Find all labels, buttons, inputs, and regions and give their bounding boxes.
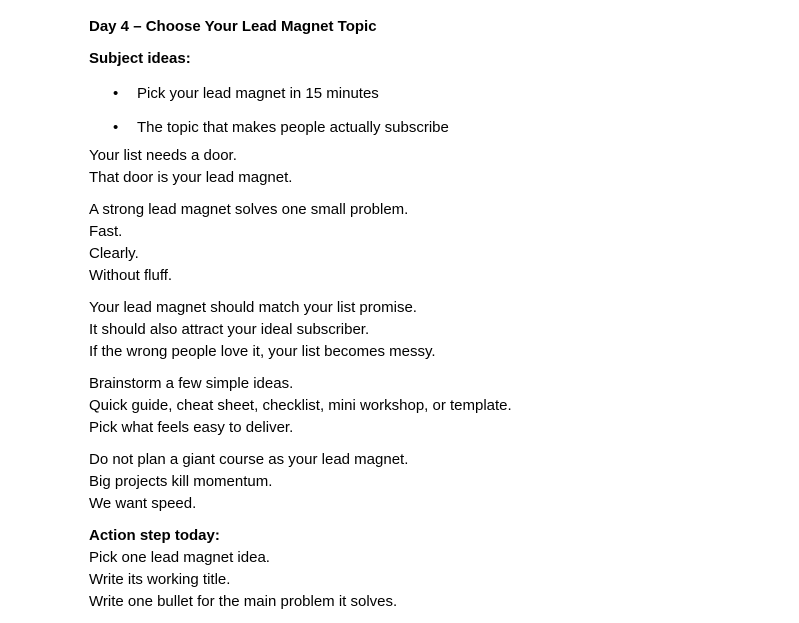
paragraph-line: Big projects kill momentum. xyxy=(89,473,273,490)
paragraph-line: Fast. xyxy=(89,223,123,240)
paragraph-line: We want speed. xyxy=(89,495,197,512)
paragraph-line: Your lead magnet should match your list promise. xyxy=(89,299,417,316)
paragraph-line: It should also attract your ideal subscriber. xyxy=(89,321,370,338)
paragraph-strong-lead-magnet xyxy=(89,199,739,287)
action-step-paragraph xyxy=(89,525,739,613)
paragraph-line: Brainstorm a few simple ideas. xyxy=(89,375,294,392)
paragraph-line: Pick one lead magnet idea. xyxy=(89,549,270,566)
document-title: Day 4 – Choose Your Lead Magnet Topic xyxy=(89,18,377,35)
paragraph-line: Write one bullet for the main problem it solves. xyxy=(89,593,398,610)
action-step-heading: Action step today: xyxy=(89,527,220,544)
bullet-icon: • xyxy=(113,119,119,136)
paragraph-line: Your list needs a door. xyxy=(89,147,237,164)
bullet-icon: • xyxy=(113,85,119,102)
paragraph-no-giant-course xyxy=(89,449,739,515)
paragraph-match-list-promise xyxy=(89,297,739,363)
subject-ideas-heading: Subject ideas: xyxy=(89,50,191,67)
paragraph-line: Quick guide, cheat sheet, checklist, mini workshop, or template. xyxy=(89,397,512,414)
list-item-text: Pick your lead magnet in 15 minutes xyxy=(137,85,379,102)
list-item-text: The topic that makes people actually subscribe xyxy=(137,119,449,136)
list-item xyxy=(113,117,739,139)
paragraph-list-needs-door xyxy=(89,145,739,189)
list-item xyxy=(113,83,739,105)
paragraph-line: Clearly. xyxy=(89,245,139,262)
paragraph-brainstorm-ideas xyxy=(89,373,739,439)
paragraph-line: Without fluff. xyxy=(89,267,173,284)
subject-ideas-list xyxy=(89,80,739,139)
paragraph-line: Write its working title. xyxy=(89,571,231,588)
paragraph-line: That door is your lead magnet. xyxy=(89,169,293,186)
paragraph-line: If the wrong people love it, your list becomes messy. xyxy=(89,343,436,360)
paragraph-line: Do not plan a giant course as your lead magnet. xyxy=(89,451,409,468)
paragraph-line: Pick what feels easy to deliver. xyxy=(89,419,294,436)
paragraph-line: A strong lead magnet solves one small problem. xyxy=(89,201,409,218)
